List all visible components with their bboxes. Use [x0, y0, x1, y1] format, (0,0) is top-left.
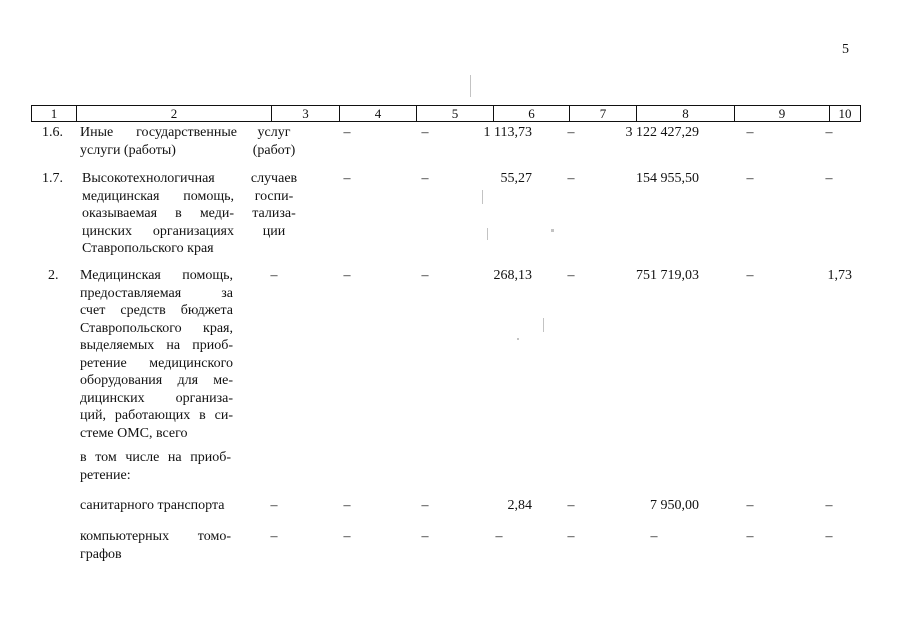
row-unit-line: (работ)	[252, 142, 296, 158]
cell-col-3: –	[270, 498, 278, 513]
row-name: санитарного транспорта	[80, 498, 225, 513]
cell-col-3: –	[270, 268, 278, 283]
cell-col-8: 751 719,03	[636, 268, 699, 283]
row-number: 1.6.	[42, 125, 63, 140]
header-col-1: 1	[32, 106, 77, 121]
row-name-line: ретение медицинского	[80, 355, 233, 371]
row-unit-line: случаев	[250, 171, 298, 186]
cell-col-5: –	[421, 268, 429, 283]
cell-col-10: –	[825, 125, 833, 140]
cell-col-9: –	[746, 171, 754, 186]
cell-col-10: –	[825, 529, 833, 544]
cell-col-9: –	[746, 529, 754, 544]
cell-col-10: 1,73	[827, 268, 852, 283]
scan-speck	[517, 338, 519, 340]
cell-col-7: –	[567, 268, 575, 283]
scan-speck	[551, 229, 554, 232]
cell-col-3: –	[270, 529, 278, 544]
cell-col-6: –	[495, 529, 503, 544]
cell-col-8: –	[650, 529, 658, 544]
row-name-line: ций, работающих в си-	[80, 408, 233, 423]
row-name-line: дицинских организа-	[80, 390, 233, 406]
row-number: 1.7.	[42, 171, 63, 186]
header-col-6: 6	[494, 106, 570, 121]
row-name-line: счет средств бюджета	[80, 303, 233, 318]
row-name-line: оборудования для ме-	[80, 373, 233, 388]
cell-col-5: –	[421, 498, 429, 513]
cell-col-4: –	[343, 529, 351, 544]
header-col-5: 5	[417, 106, 494, 121]
header-col-8: 8	[637, 106, 735, 121]
row-name-line: цинских организациях	[82, 223, 234, 239]
cell-col-8: 3 122 427,29	[625, 125, 699, 140]
cell-col-9: –	[746, 125, 754, 140]
cell-col-4: –	[343, 171, 351, 186]
cell-col-6: 268,13	[493, 268, 532, 283]
header-col-9: 9	[735, 106, 830, 121]
cell-col-10: –	[825, 171, 833, 186]
cell-col-8: 7 950,00	[650, 498, 699, 513]
cell-col-7: –	[567, 529, 575, 544]
row-name-line: стеме ОМС, всего	[80, 425, 188, 441]
cell-col-7: –	[567, 125, 575, 140]
header-col-2: 2	[77, 106, 272, 121]
row-name	[80, 449, 231, 484]
cell-col-6: 2,84	[507, 498, 532, 513]
cell-col-7: –	[567, 498, 575, 513]
row-name-line: компьютерных томо-	[80, 529, 231, 544]
row-unit-line: тализа-	[252, 206, 296, 221]
row-name-line: графов	[80, 546, 122, 562]
row-unit	[244, 170, 304, 240]
row-unit	[244, 124, 304, 159]
header-col-10: 10	[838, 106, 852, 121]
cell-col-7: –	[567, 171, 575, 186]
row-name	[82, 170, 234, 258]
page-number: 5	[842, 42, 849, 57]
cell-col-9: –	[746, 268, 754, 283]
cell-col-4: –	[343, 268, 351, 283]
scan-speck	[470, 75, 471, 97]
row-number: 2.	[48, 268, 59, 283]
cell-col-6: 1 113,73	[483, 125, 532, 140]
cell-col-10: –	[825, 498, 833, 513]
row-name-line: Ставропольского края,	[80, 320, 233, 336]
row-unit-line: ции	[262, 223, 286, 239]
scan-speck	[543, 318, 544, 332]
cell-col-9: –	[746, 498, 754, 513]
row-name	[80, 267, 233, 442]
row-name-line: Медицинская помощь,	[80, 268, 233, 283]
cell-col-4: –	[343, 498, 351, 513]
header-col-7: 7	[570, 106, 637, 121]
row-name	[80, 528, 231, 563]
row-name-line: Высокотехнологичная	[82, 171, 215, 186]
row-name-line: предоставляемая за	[80, 285, 233, 301]
cell-col-8: 154 955,50	[636, 171, 699, 186]
row-name-line: услуги (работы)	[80, 142, 176, 158]
row-name-line: выделяемых на приоб-	[80, 338, 233, 353]
header-col-3: 3	[272, 106, 340, 121]
cell-col-5: –	[421, 529, 429, 544]
row-name-line: ретение:	[80, 467, 131, 483]
row-name-line: медицинская помощь,	[82, 188, 234, 204]
row-name-line: Ставропольского края	[82, 241, 214, 256]
scan-speck	[482, 190, 483, 204]
cell-col-6: 55,27	[500, 171, 532, 186]
row-unit-line: госпи-	[254, 188, 294, 204]
table-header-row	[31, 105, 861, 122]
row-name-line: оказываемая в меди-	[82, 206, 234, 221]
cell-col-4: –	[343, 125, 351, 140]
scan-speck	[487, 228, 488, 240]
row-unit-line: услуг	[257, 125, 291, 140]
row-name-line: Иные государственные	[80, 125, 237, 140]
cell-col-5: –	[421, 125, 429, 140]
header-col-4: 4	[340, 106, 417, 121]
cell-col-5: –	[421, 171, 429, 186]
row-name	[80, 124, 237, 159]
row-name-line: в том числе на приоб-	[80, 450, 231, 465]
